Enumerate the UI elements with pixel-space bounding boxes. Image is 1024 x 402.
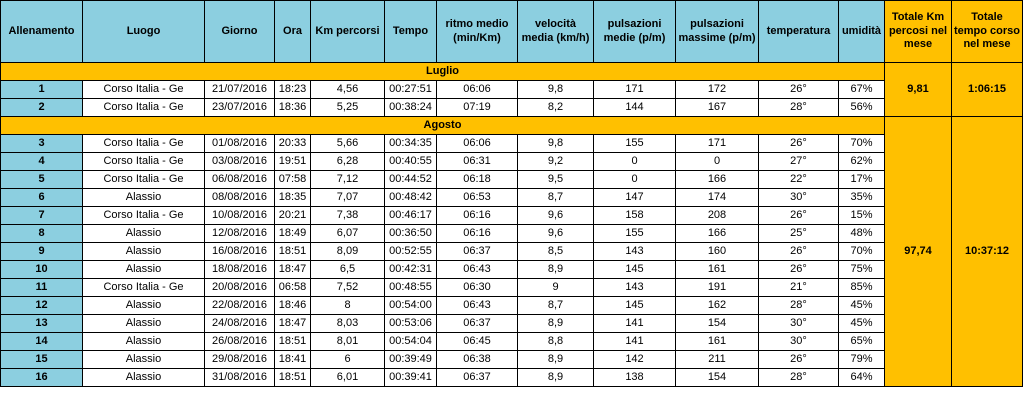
cell-tempo[interactable]: 00:53:06 (385, 315, 437, 333)
cell-puls-medie[interactable]: 141 (594, 333, 676, 351)
cell-km[interactable]: 8,03 (311, 315, 385, 333)
cell-allenamento[interactable]: 2 (1, 99, 83, 117)
cell-temperatura[interactable]: 28° (759, 369, 839, 387)
cell-tempo[interactable]: 00:40:55 (385, 153, 437, 171)
cell-tempo[interactable]: 00:36:50 (385, 225, 437, 243)
header-puls-medie[interactable]: pulsazioni medie (p/m) (594, 1, 676, 63)
cell-km[interactable]: 7,38 (311, 207, 385, 225)
cell-puls-medie[interactable]: 143 (594, 279, 676, 297)
cell-tempo[interactable]: 00:34:35 (385, 135, 437, 153)
cell-luogo[interactable]: Corso Italia - Ge (83, 135, 205, 153)
table-row (1, 333, 1023, 351)
header-row (1, 1, 1023, 63)
cell-temperatura[interactable]: 26° (759, 207, 839, 225)
cell-puls-medie[interactable]: 144 (594, 99, 676, 117)
table-row (1, 153, 1023, 171)
cell-puls-medie[interactable]: 155 (594, 135, 676, 153)
cell-temperatura[interactable]: 26° (759, 135, 839, 153)
cell-temperatura[interactable]: 27° (759, 153, 839, 171)
table-row (1, 171, 1023, 189)
cell-giorno[interactable]: 23/07/2016 (205, 99, 275, 117)
cell-allenamento[interactable]: 16 (1, 369, 83, 387)
cell-puls-massime[interactable]: 154 (676, 369, 759, 387)
cell-umidita[interactable]: 75% (839, 261, 885, 279)
cell-velocita[interactable]: 8,9 (518, 315, 594, 333)
cell-km[interactable]: 5,66 (311, 135, 385, 153)
cell-allenamento[interactable]: 12 (1, 297, 83, 315)
cell-umidita[interactable]: 45% (839, 297, 885, 315)
cell-giorno[interactable]: 31/08/2016 (205, 369, 275, 387)
cell-giorno[interactable]: 18/08/2016 (205, 261, 275, 279)
cell-puls-massime[interactable]: 154 (676, 315, 759, 333)
cell-ritmo[interactable]: 06:06 (437, 135, 518, 153)
cell-tempo[interactable]: 00:48:55 (385, 279, 437, 297)
cell-ora[interactable]: 07:58 (275, 171, 311, 189)
header-giorno[interactable]: Giorno (205, 1, 275, 63)
cell-velocita[interactable]: 9 (518, 279, 594, 297)
cell-umidita[interactable]: 85% (839, 279, 885, 297)
header-umidita[interactable]: umidità (839, 1, 885, 63)
cell-velocita[interactable]: 8,5 (518, 243, 594, 261)
cell-km[interactable]: 7,07 (311, 189, 385, 207)
cell-luogo[interactable]: Alassio (83, 261, 205, 279)
cell-km[interactable]: 7,12 (311, 171, 385, 189)
cell-velocita[interactable]: 8,9 (518, 351, 594, 369)
table-row (1, 207, 1023, 225)
cell-giorno[interactable]: 01/08/2016 (205, 135, 275, 153)
cell-temperatura[interactable]: 26° (759, 351, 839, 369)
cell-ritmo[interactable]: 06:30 (437, 279, 518, 297)
cell-ritmo[interactable]: 06:31 (437, 153, 518, 171)
cell-ritmo[interactable]: 06:43 (437, 297, 518, 315)
cell-km[interactable]: 8,01 (311, 333, 385, 351)
cell-ora[interactable]: 18:51 (275, 369, 311, 387)
cell-ora[interactable]: 18:49 (275, 225, 311, 243)
cell-allenamento[interactable]: 15 (1, 351, 83, 369)
cell-umidita[interactable]: 62% (839, 153, 885, 171)
table-row (1, 189, 1023, 207)
cell-allenamento[interactable]: 9 (1, 243, 83, 261)
cell-puls-massime[interactable]: 161 (676, 333, 759, 351)
cell-tempo[interactable]: 00:52:55 (385, 243, 437, 261)
cell-km[interactable]: 7,52 (311, 279, 385, 297)
cell-luogo[interactable]: Corso Italia - Ge (83, 99, 205, 117)
cell-velocita[interactable]: 9,8 (518, 135, 594, 153)
cell-ritmo[interactable]: 06:37 (437, 369, 518, 387)
cell-tempo[interactable]: 00:48:42 (385, 189, 437, 207)
cell-km[interactable]: 6,5 (311, 261, 385, 279)
table-row (1, 99, 1023, 117)
cell-puls-medie[interactable]: 143 (594, 243, 676, 261)
cell-allenamento[interactable]: 3 (1, 135, 83, 153)
cell-giorno[interactable]: 08/08/2016 (205, 189, 275, 207)
cell-luogo[interactable]: Alassio (83, 189, 205, 207)
cell-allenamento[interactable]: 13 (1, 315, 83, 333)
cell-puls-medie[interactable]: 141 (594, 315, 676, 333)
cell-ora[interactable]: 18:46 (275, 297, 311, 315)
cell-velocita[interactable]: 8,9 (518, 261, 594, 279)
cell-giorno[interactable]: 20/08/2016 (205, 279, 275, 297)
cell-luogo[interactable]: Alassio (83, 243, 205, 261)
cell-umidita[interactable]: 67% (839, 81, 885, 99)
cell-km[interactable]: 8 (311, 297, 385, 315)
cell-luogo[interactable]: Corso Italia - Ge (83, 81, 205, 99)
cell-velocita[interactable]: 9,6 (518, 207, 594, 225)
cell-ora[interactable]: 20:21 (275, 207, 311, 225)
cell-luogo[interactable]: Alassio (83, 351, 205, 369)
cell-umidita[interactable]: 15% (839, 207, 885, 225)
cell-puls-massime[interactable]: 166 (676, 225, 759, 243)
cell-umidita[interactable]: 64% (839, 369, 885, 387)
cell-allenamento[interactable]: 4 (1, 153, 83, 171)
cell-luogo[interactable]: Alassio (83, 297, 205, 315)
cell-umidita[interactable]: 56% (839, 99, 885, 117)
table-row (1, 81, 1023, 99)
header-ritmo[interactable]: ritmo medio (min/Km) (437, 1, 518, 63)
cell-puls-massime[interactable]: 171 (676, 135, 759, 153)
cell-km[interactable]: 8,09 (311, 243, 385, 261)
cell-velocita[interactable]: 9,5 (518, 171, 594, 189)
cell-tempo[interactable]: 00:27:51 (385, 81, 437, 99)
header-puls-massime[interactable]: pulsazioni massime (p/m) (676, 1, 759, 63)
cell-velocita[interactable]: 8,8 (518, 333, 594, 351)
cell-allenamento[interactable]: 8 (1, 225, 83, 243)
table-row (1, 351, 1023, 369)
cell-ora[interactable]: 18:23 (275, 81, 311, 99)
table-row (1, 369, 1023, 387)
cell-ora[interactable]: 18:47 (275, 315, 311, 333)
cell-velocita[interactable]: 9,2 (518, 153, 594, 171)
cell-ritmo[interactable]: 06:45 (437, 333, 518, 351)
table-row (1, 243, 1023, 261)
cell-puls-massime[interactable]: 211 (676, 351, 759, 369)
cell-ora[interactable]: 19:51 (275, 153, 311, 171)
cell-puls-massime[interactable]: 174 (676, 189, 759, 207)
cell-allenamento[interactable]: 5 (1, 171, 83, 189)
cell-km[interactable]: 4,56 (311, 81, 385, 99)
cell-velocita[interactable]: 8,9 (518, 369, 594, 387)
cell-tempo[interactable]: 00:39:41 (385, 369, 437, 387)
cell-luogo[interactable]: Alassio (83, 333, 205, 351)
month-label[interactable]: Luglio (1, 63, 885, 81)
cell-ora[interactable]: 06:58 (275, 279, 311, 297)
cell-luogo[interactable]: Corso Italia - Ge (83, 279, 205, 297)
header-total-time[interactable]: Totale tempo corso nel mese (952, 1, 1023, 63)
cell-umidita[interactable]: 79% (839, 351, 885, 369)
cell-puls-massime[interactable]: 160 (676, 243, 759, 261)
cell-ritmo[interactable]: 06:16 (437, 207, 518, 225)
cell-umidita[interactable]: 45% (839, 315, 885, 333)
table-row (1, 315, 1023, 333)
cell-puls-medie[interactable]: 0 (594, 153, 676, 171)
cell-velocita[interactable]: 9,8 (518, 81, 594, 99)
cell-luogo[interactable]: Corso Italia - Ge (83, 171, 205, 189)
cell-ritmo[interactable]: 06:43 (437, 261, 518, 279)
cell-allenamento[interactable]: 6 (1, 189, 83, 207)
cell-temperatura[interactable]: 26° (759, 81, 839, 99)
month-total-time[interactable]: 1:06:15 (952, 63, 1023, 117)
cell-temperatura[interactable]: 28° (759, 99, 839, 117)
header-allenamento[interactable]: Allenamento (1, 1, 83, 63)
month-row (1, 117, 1023, 135)
header-luogo[interactable]: Luogo (83, 1, 205, 63)
cell-ritmo[interactable]: 06:53 (437, 189, 518, 207)
cell-tempo[interactable]: 00:54:04 (385, 333, 437, 351)
header-km[interactable]: Km percorsi (311, 1, 385, 63)
cell-ora[interactable]: 20:33 (275, 135, 311, 153)
cell-puls-massime[interactable]: 161 (676, 261, 759, 279)
cell-puls-medie[interactable]: 138 (594, 369, 676, 387)
cell-puls-medie[interactable]: 171 (594, 81, 676, 99)
cell-giorno[interactable]: 29/08/2016 (205, 351, 275, 369)
cell-tempo[interactable]: 00:46:17 (385, 207, 437, 225)
cell-luogo[interactable]: Corso Italia - Ge (83, 207, 205, 225)
cell-ora[interactable]: 18:51 (275, 333, 311, 351)
cell-allenamento[interactable]: 14 (1, 333, 83, 351)
cell-puls-massime[interactable]: 166 (676, 171, 759, 189)
cell-km[interactable]: 6,07 (311, 225, 385, 243)
cell-allenamento[interactable]: 1 (1, 81, 83, 99)
month-row (1, 63, 1023, 81)
cell-ora[interactable]: 18:41 (275, 351, 311, 369)
cell-tempo[interactable]: 00:39:49 (385, 351, 437, 369)
cell-giorno[interactable]: 21/07/2016 (205, 81, 275, 99)
cell-puls-massime[interactable]: 167 (676, 99, 759, 117)
header-ora[interactable]: Ora (275, 1, 311, 63)
cell-puls-medie[interactable]: 145 (594, 261, 676, 279)
table-row (1, 279, 1023, 297)
cell-ora[interactable]: 18:36 (275, 99, 311, 117)
cell-temperatura[interactable]: 21° (759, 279, 839, 297)
cell-ritmo[interactable]: 06:06 (437, 81, 518, 99)
cell-ora[interactable]: 18:51 (275, 243, 311, 261)
cell-km[interactable]: 6,01 (311, 369, 385, 387)
cell-temperatura[interactable]: 30° (759, 333, 839, 351)
month-total-km[interactable]: 9,81 (885, 63, 952, 117)
cell-giorno[interactable]: 10/08/2016 (205, 207, 275, 225)
cell-puls-massime[interactable]: 0 (676, 153, 759, 171)
cell-velocita[interactable]: 8,2 (518, 99, 594, 117)
cell-giorno[interactable]: 24/08/2016 (205, 315, 275, 333)
cell-puls-medie[interactable]: 0 (594, 171, 676, 189)
cell-luogo[interactable]: Corso Italia - Ge (83, 153, 205, 171)
table-row (1, 135, 1023, 153)
cell-ritmo[interactable]: 06:37 (437, 315, 518, 333)
cell-ritmo[interactable]: 06:16 (437, 225, 518, 243)
cell-km[interactable]: 5,25 (311, 99, 385, 117)
cell-tempo[interactable]: 00:44:52 (385, 171, 437, 189)
cell-umidita[interactable]: 48% (839, 225, 885, 243)
cell-luogo[interactable]: Alassio (83, 369, 205, 387)
header-total-km[interactable]: Totale Km percosi nel mese (885, 1, 952, 63)
cell-umidita[interactable]: 70% (839, 135, 885, 153)
cell-ritmo[interactable]: 06:37 (437, 243, 518, 261)
cell-km[interactable]: 6 (311, 351, 385, 369)
cell-puls-medie[interactable]: 155 (594, 225, 676, 243)
cell-tempo[interactable]: 00:42:31 (385, 261, 437, 279)
cell-umidita[interactable]: 35% (839, 189, 885, 207)
month-total-km[interactable]: 97,74 (885, 117, 952, 387)
cell-giorno[interactable]: 06/08/2016 (205, 171, 275, 189)
cell-temperatura[interactable]: 28° (759, 297, 839, 315)
cell-tempo[interactable]: 00:38:24 (385, 99, 437, 117)
header-velocita[interactable]: velocità media (km/h) (518, 1, 594, 63)
cell-giorno[interactable]: 26/08/2016 (205, 333, 275, 351)
cell-temperatura[interactable]: 22° (759, 171, 839, 189)
header-temperatura[interactable]: temperatura (759, 1, 839, 63)
header-tempo[interactable]: Tempo (385, 1, 437, 63)
cell-ritmo[interactable]: 06:18 (437, 171, 518, 189)
cell-allenamento[interactable]: 11 (1, 279, 83, 297)
cell-ritmo[interactable]: 06:38 (437, 351, 518, 369)
cell-temperatura[interactable]: 30° (759, 189, 839, 207)
table-row (1, 225, 1023, 243)
cell-puls-massime[interactable]: 172 (676, 81, 759, 99)
cell-ora[interactable]: 18:47 (275, 261, 311, 279)
cell-temperatura[interactable]: 25° (759, 225, 839, 243)
cell-puls-medie[interactable]: 147 (594, 189, 676, 207)
cell-umidita[interactable]: 17% (839, 171, 885, 189)
cell-puls-medie[interactable]: 142 (594, 351, 676, 369)
cell-puls-massime[interactable]: 191 (676, 279, 759, 297)
cell-giorno[interactable]: 12/08/2016 (205, 225, 275, 243)
cell-giorno[interactable]: 22/08/2016 (205, 297, 275, 315)
cell-giorno[interactable]: 03/08/2016 (205, 153, 275, 171)
cell-velocita[interactable]: 8,7 (518, 189, 594, 207)
cell-luogo[interactable]: Alassio (83, 315, 205, 333)
cell-umidita[interactable]: 65% (839, 333, 885, 351)
cell-puls-medie[interactable]: 158 (594, 207, 676, 225)
cell-velocita[interactable]: 9,6 (518, 225, 594, 243)
cell-luogo[interactable]: Alassio (83, 225, 205, 243)
cell-puls-massime[interactable]: 162 (676, 297, 759, 315)
table-row (1, 261, 1023, 279)
month-label[interactable]: Agosto (1, 117, 885, 135)
cell-ora[interactable]: 18:35 (275, 189, 311, 207)
cell-umidita[interactable]: 70% (839, 243, 885, 261)
cell-velocita[interactable]: 8,7 (518, 297, 594, 315)
cell-allenamento[interactable]: 10 (1, 261, 83, 279)
cell-temperatura[interactable]: 30° (759, 315, 839, 333)
table-row (1, 297, 1023, 315)
cell-ritmo[interactable]: 07:19 (437, 99, 518, 117)
cell-temperatura[interactable]: 26° (759, 243, 839, 261)
cell-puls-medie[interactable]: 145 (594, 297, 676, 315)
cell-allenamento[interactable]: 7 (1, 207, 83, 225)
cell-tempo[interactable]: 00:54:00 (385, 297, 437, 315)
cell-giorno[interactable]: 16/08/2016 (205, 243, 275, 261)
cell-temperatura[interactable]: 26° (759, 261, 839, 279)
cell-puls-massime[interactable]: 208 (676, 207, 759, 225)
month-total-time[interactable]: 10:37:12 (952, 117, 1023, 387)
cell-km[interactable]: 6,28 (311, 153, 385, 171)
